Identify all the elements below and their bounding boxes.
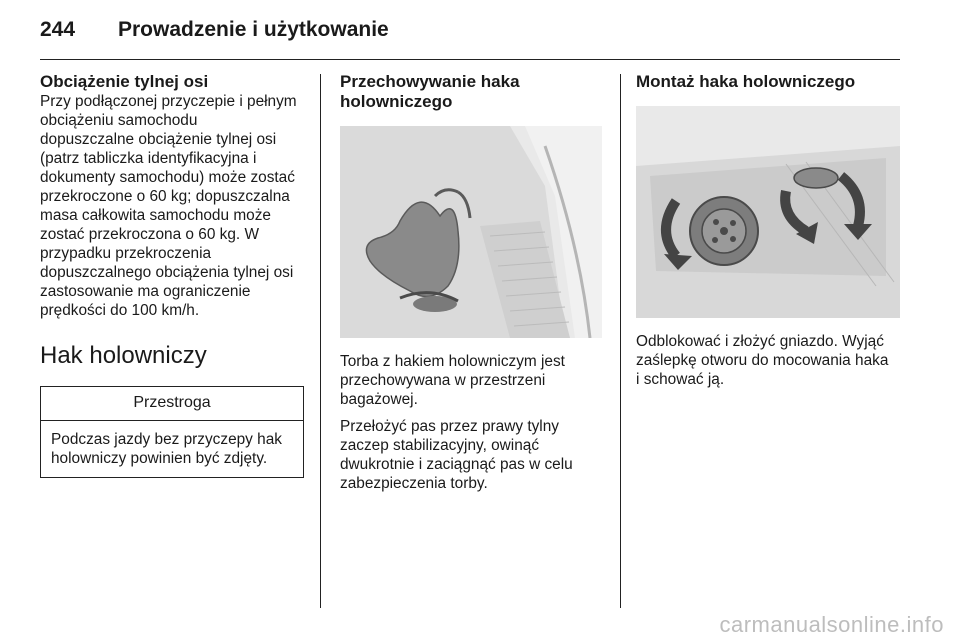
tow-hook-heading: Hak holowniczy <box>40 342 207 369</box>
hook-mounting-heading: Montaż haka holowniczego <box>636 72 856 91</box>
hook-storage-text-2: Przełożyć pas przez prawy tylny zaczep stabilizacyjny, owinąć dwukrotnie i zaciągnąć pas w celu zabezpieczenia torby. <box>340 418 573 492</box>
hook-storage-text-1: Torba z hakiem holowniczym jest przechowywana w przestrzeni bagażowej. <box>340 353 565 408</box>
trunk-bag-illustration <box>340 126 602 338</box>
socket-illustration <box>636 106 900 318</box>
section-title: Prowadzenie i użytkowanie <box>118 18 389 41</box>
hook-mounting-text: Odblokować i złożyć gniazdo. Wyjąć zaślepkę otworu do mocowania haka i schować ją. <box>636 333 889 388</box>
page-number: 244 <box>40 18 76 41</box>
rear-axle-text: Przy podłączonej przyczepie i pełnym obciążeniu samochodu dopuszczalne obciążenie tylnej osi (patrz tabliczka identyfikacyjna i dokumenty samochodu) może zostać przekroczone o 60 kg; dopuszczalna masa całkowita samochodu może zostać przekroczona o 60 kg. W przypadku przekroczenia dopuszczalnego obciążenia tylnej osi zastosowanie ma ograniczenie prędkości do 100 km/h. <box>40 93 297 319</box>
watermark: carmanualsonline.info <box>719 612 944 637</box>
header-rule <box>40 59 900 60</box>
caution-text: Podczas jazdy bez przyczepy hak holowniczy powinien być zdjęty. <box>51 431 282 467</box>
column-hook-storage <box>340 72 604 493</box>
caution-title: Przestroga <box>41 387 303 421</box>
hook-storage-heading: Przechowywanie haka holowniczego <box>340 72 520 111</box>
column-divider-2 <box>620 74 621 608</box>
column-hook-mounting <box>636 72 904 389</box>
column-divider-1 <box>320 74 321 608</box>
caution-box <box>40 386 304 478</box>
column-rear-axle <box>40 72 312 478</box>
rear-axle-heading: Obciążenie tylnej osi <box>40 72 209 91</box>
